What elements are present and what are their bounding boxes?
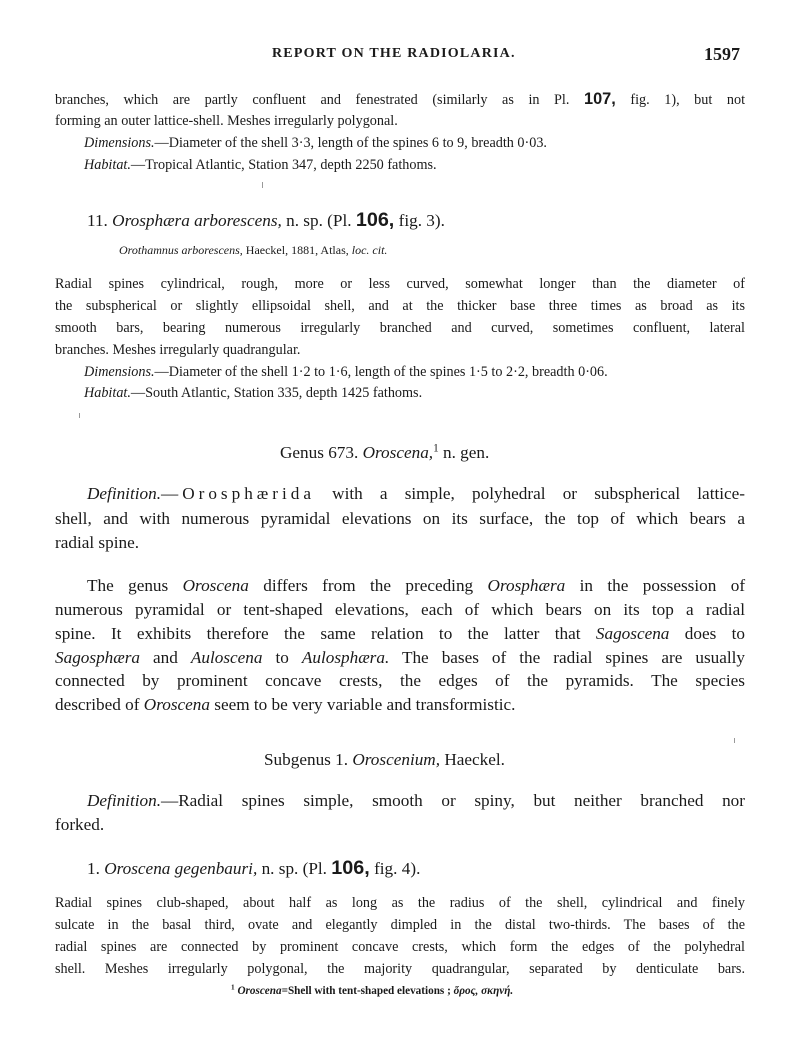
definition-line: Definition.—Radial spines simple, smooth or spiny, but neither branched nor — [87, 791, 745, 810]
habitat-line: Habitat.—Tropical Atlantic, Station 347, depth 2250 fathoms. — [84, 157, 437, 173]
dimensions-line: Dimensions.—Diameter of the shell 3·3, length of the spines 6 to 9, breadth 0·03. — [84, 135, 547, 151]
species-description-line: smooth bars, bearing numerous irregularly branched and curved, sometimes confluent, lateral — [55, 320, 745, 336]
paragraph-line: numerous pyramidal or tent-shaped elevations, each of which bears on its top a radial — [55, 600, 745, 619]
habitat-line: Habitat.—South Atlantic, Station 335, depth 1425 fathoms. — [84, 385, 423, 401]
plate-reference: 106, — [355, 209, 395, 231]
species-description-line: Radial spines cylindrical, rough, more or less curved, somewhat longer than the diameter of — [55, 276, 745, 292]
species-description-line: sulcate in the basal third, ovate and elegantly dimpled in the distal two-thirds. The bases of the — [55, 917, 745, 933]
species-description-line: the subspherical or slightly ellipsoidal shell, and at the thicker base three times as broad as its — [55, 298, 745, 314]
continuation-line-2: forming an outer lattice-shell. Meshes irregularly polygonal. — [55, 113, 398, 129]
page-header — [0, 44, 800, 68]
footnote-ref: 1 — [433, 442, 439, 455]
print-speck — [734, 738, 735, 743]
dimensions-line: Dimensions.—Diameter of the shell 1·2 to 1·6, length of the spines 1·5 to 2·2, breadth 0·06. — [84, 364, 608, 380]
genus-heading: Genus 673. Oroscena,$^1$ n. gen. — [280, 442, 490, 462]
continuation-line-1: branches, which are partly confluent and fenestrated (similarly as in Pl. 107, fig. 1), but not — [55, 90, 746, 108]
species-description-line: shell. Meshes irregularly polygonal, the majority quadrangular, separated by denticulate bars. — [55, 961, 745, 977]
print-speck — [79, 413, 80, 418]
plate-reference: 106, — [331, 857, 370, 879]
print-speck — [262, 182, 263, 188]
paragraph-line: The genus Oroscena differs from the preceding Orosphæra in the possession of — [87, 576, 746, 595]
species-description-line: Radial spines club-shaped, about half as long as the radius of the shell, cylindrical and finely — [55, 895, 745, 911]
subgenus-heading: Subgenus 1. Oroscenium, Haeckel. — [264, 750, 505, 769]
synonym-line: Orothamnus arborescens, Haeckel, 1881, Atlas, loc. cit. — [119, 243, 388, 257]
definition-line: shell, and with numerous pyramidal elevations on its surface, the top of which bears a — [55, 509, 745, 528]
page-number: 1597 — [704, 44, 740, 64]
definition-line: Definition.—Orosphærida with a simple, polyhedral or subspherical lattice- — [87, 484, 745, 503]
definition-line: radial spine. — [55, 533, 139, 552]
species-heading: 11. Orosphæra arborescens, n. sp. (Pl. 106, fig. 3). — [87, 209, 445, 231]
running-title: REPORT ON THE RADIOLARIA. — [272, 46, 516, 61]
paragraph-line: described of Oroscena seem to be very variable and transformistic. — [55, 695, 516, 714]
species-heading: 1. Oroscena gegenbauri, n. sp. (Pl. 106, fig. 4). — [87, 857, 421, 879]
paragraph-line: spine. It exhibits therefore the same relation to the latter that Sagoscena does to — [55, 624, 746, 643]
footnote: $^1$ Oroscena=Shell with tent-shaped elevations ; ὄρος, σκηνή. — [231, 983, 514, 997]
plate-reference: 107, — [584, 90, 616, 108]
paragraph-line: connected by prominent concave crests, the edges of the pyramids. The species — [55, 671, 745, 690]
footnote-marker: 1 — [231, 983, 235, 992]
paragraph-line: Sagosphæra and Auloscena to Aulosphæra. The bases of the radial spines are usually — [55, 648, 746, 667]
definition-line: forked. — [55, 815, 105, 834]
species-description-line: radial spines are connected by prominent concave crests, which form the edges of the polyhedral — [55, 939, 745, 955]
species-description-line: branches. Meshes irregularly quadrangular. — [55, 342, 301, 358]
